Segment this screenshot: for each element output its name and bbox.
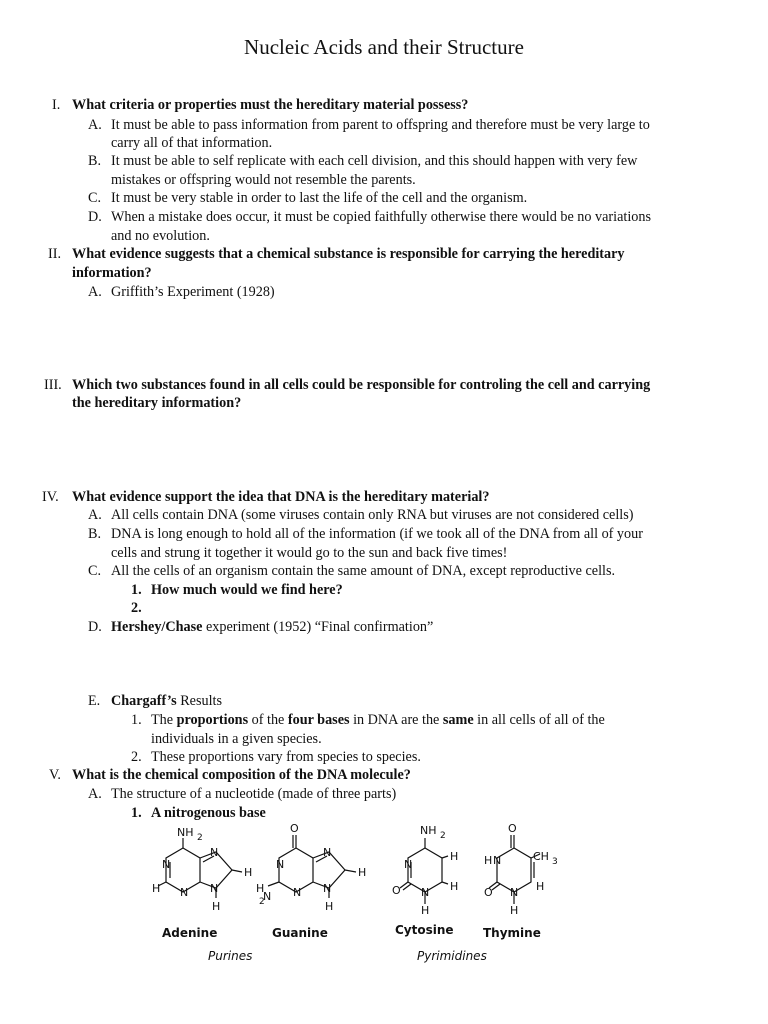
- oxygen-label: O: [484, 886, 493, 899]
- section-3-question: Which two substances found in all cells could be responsible for controling the cell and carrying: [72, 377, 651, 393]
- section-5-question: What is the chemical composition of the DNA molecule?: [72, 767, 411, 783]
- hydrogen-label: H: [536, 880, 545, 893]
- item-marker: E.: [88, 693, 101, 709]
- guanine-label: Guanine: [272, 926, 328, 940]
- item-marker: B.: [88, 153, 102, 169]
- item-text: [111, 618, 433, 636]
- hydrogen-label: H: [484, 854, 493, 867]
- adenine-structure: [158, 838, 242, 898]
- item-marker: A.: [88, 786, 102, 802]
- sub-text: These proportions vary from species to species.: [151, 749, 421, 765]
- item-text: carry all of that information.: [111, 135, 273, 151]
- hydrogen-label: H: [421, 904, 430, 917]
- subscript-label: 2: [440, 831, 446, 841]
- methyl-label: CH: [533, 850, 549, 863]
- sub-marker: 1.: [131, 582, 142, 598]
- nitrogen-label: N: [210, 846, 219, 859]
- nitrogen-label: N: [510, 886, 519, 899]
- text-run: in all cells of all of the: [473, 712, 605, 728]
- nitrogen-label: N: [404, 858, 413, 871]
- bold-term: four bases: [287, 712, 350, 728]
- bold-term: proportions: [176, 712, 249, 728]
- item-text: All cells contain DNA (some viruses contain only RNA but viruses are not considered cells): [111, 507, 634, 523]
- nitrogen-label: N: [276, 858, 285, 871]
- subscript-label: 2: [259, 897, 265, 907]
- hydrogen-label: H: [244, 866, 253, 879]
- item-text: DNA is long enough to hold all of the information (if we took all of the DNA from all of your: [111, 526, 643, 542]
- section-2-question: What evidence suggests that a chemical substance is responsible for carrying the hereditary: [72, 246, 625, 262]
- item-marker: C.: [88, 563, 102, 579]
- item-text: It must be able to self replicate with each cell division, and this should happen with very few: [111, 153, 638, 169]
- item-text: Griffith’s Experiment (1928): [111, 284, 275, 300]
- nitrogen-label: N: [293, 886, 302, 899]
- item-marker: A.: [88, 507, 102, 523]
- amine-label: NH: [420, 824, 437, 837]
- nitrogenous-bases-figure: [0, 820, 768, 970]
- text-run: of the: [248, 712, 288, 728]
- item-rest: Results: [176, 693, 222, 709]
- section-2-question: information?: [72, 265, 152, 281]
- item-text: All the cells of an organism contain the same amount of DNA, except reproductive cells.: [111, 563, 616, 579]
- item-marker: C.: [88, 190, 102, 206]
- section-3-number: III.: [44, 377, 62, 393]
- nitrogen-label: N: [323, 882, 332, 895]
- item-marker: A.: [88, 284, 102, 300]
- sub-marker: 2.: [131, 600, 142, 616]
- section-1-question: What criteria or properties must the hereditary material possess?: [72, 97, 469, 113]
- purines-caption: Purines: [208, 949, 253, 963]
- bold-term: same: [442, 712, 474, 728]
- hydrogen-label: H: [325, 900, 334, 913]
- sub-marker: 2.: [131, 749, 142, 765]
- oxygen-label: O: [392, 884, 401, 897]
- hydrogen-label: H: [152, 882, 161, 895]
- item-text: mistakes or offspring would not resemble the parents.: [111, 172, 416, 188]
- text-run: The: [151, 712, 177, 728]
- item-text: cells and strung it together it would go to the sun and back five times!: [111, 545, 508, 561]
- oxygen-label: O: [290, 822, 299, 835]
- item-marker: D.: [88, 619, 102, 635]
- sub-heading: A nitrogenous base: [151, 805, 266, 821]
- nitrogen-label: N: [162, 858, 171, 871]
- sub-question: How much would we find here?: [151, 582, 343, 598]
- item-text: When a mistake does occur, it must be copied faithfully otherwise there would be no variations: [111, 209, 651, 225]
- nitrogen-label: N: [210, 882, 219, 895]
- oxygen-label: O: [508, 822, 517, 835]
- sub-marker: 1.: [131, 712, 142, 728]
- adenine-label: Adenine: [162, 926, 218, 940]
- sub-text: individuals in a given species.: [151, 731, 322, 747]
- item-marker: B.: [88, 526, 102, 542]
- section-1-number: I.: [52, 97, 61, 113]
- sub-text: [151, 711, 605, 729]
- subscript-label: 3: [552, 857, 558, 867]
- section-4-number: IV.: [42, 489, 59, 505]
- item-text: and no evolution.: [111, 228, 210, 244]
- nitrogen-label: N: [180, 886, 189, 899]
- text-run: in DNA are the: [349, 712, 443, 728]
- hydrogen-label: H: [450, 880, 459, 893]
- section-2-number: II.: [48, 246, 61, 262]
- pyrimidines-caption: Pyrimidines: [417, 949, 487, 963]
- cytosine-label: Cytosine: [395, 923, 454, 937]
- page-title: Nucleic Acids and their Structure: [244, 35, 524, 59]
- section-3-question: the hereditary information?: [72, 395, 242, 411]
- nitrogen-label: N: [323, 846, 332, 859]
- nitrogen-label: N: [263, 890, 272, 903]
- hydrogen-label: H: [358, 866, 367, 879]
- item-text: [111, 692, 222, 710]
- hydrogen-label: H: [510, 904, 519, 917]
- item-text: It must be able to pass information from parent to offspring and therefore must be very large to: [111, 117, 650, 133]
- item-marker: D.: [88, 209, 102, 225]
- item-text: The structure of a nucleotide (made of three parts): [111, 786, 397, 802]
- section-4-question: What evidence support the idea that DNA is the hereditary material?: [72, 489, 490, 505]
- nitrogen-label: N: [421, 886, 430, 899]
- bold-term: Hershey/Chase: [111, 619, 203, 635]
- hydrogen-label: H: [212, 900, 221, 913]
- item-marker: A.: [88, 117, 102, 133]
- nitrogen-label: N: [493, 854, 502, 867]
- subscript-label: 2: [197, 833, 203, 843]
- item-text: It must be very stable in order to last the life of the cell and the organism.: [111, 190, 528, 206]
- item-rest: experiment (1952) “Final confirmation”: [202, 619, 434, 635]
- amine-label: NH: [177, 826, 194, 839]
- thymine-label: Thymine: [483, 926, 541, 940]
- hydrogen-label: H: [256, 882, 265, 895]
- hydrogen-label: H: [450, 850, 459, 863]
- bold-term: Chargaff’s: [111, 693, 177, 709]
- sub-marker: 1.: [131, 805, 142, 821]
- section-5-number: V.: [49, 767, 61, 783]
